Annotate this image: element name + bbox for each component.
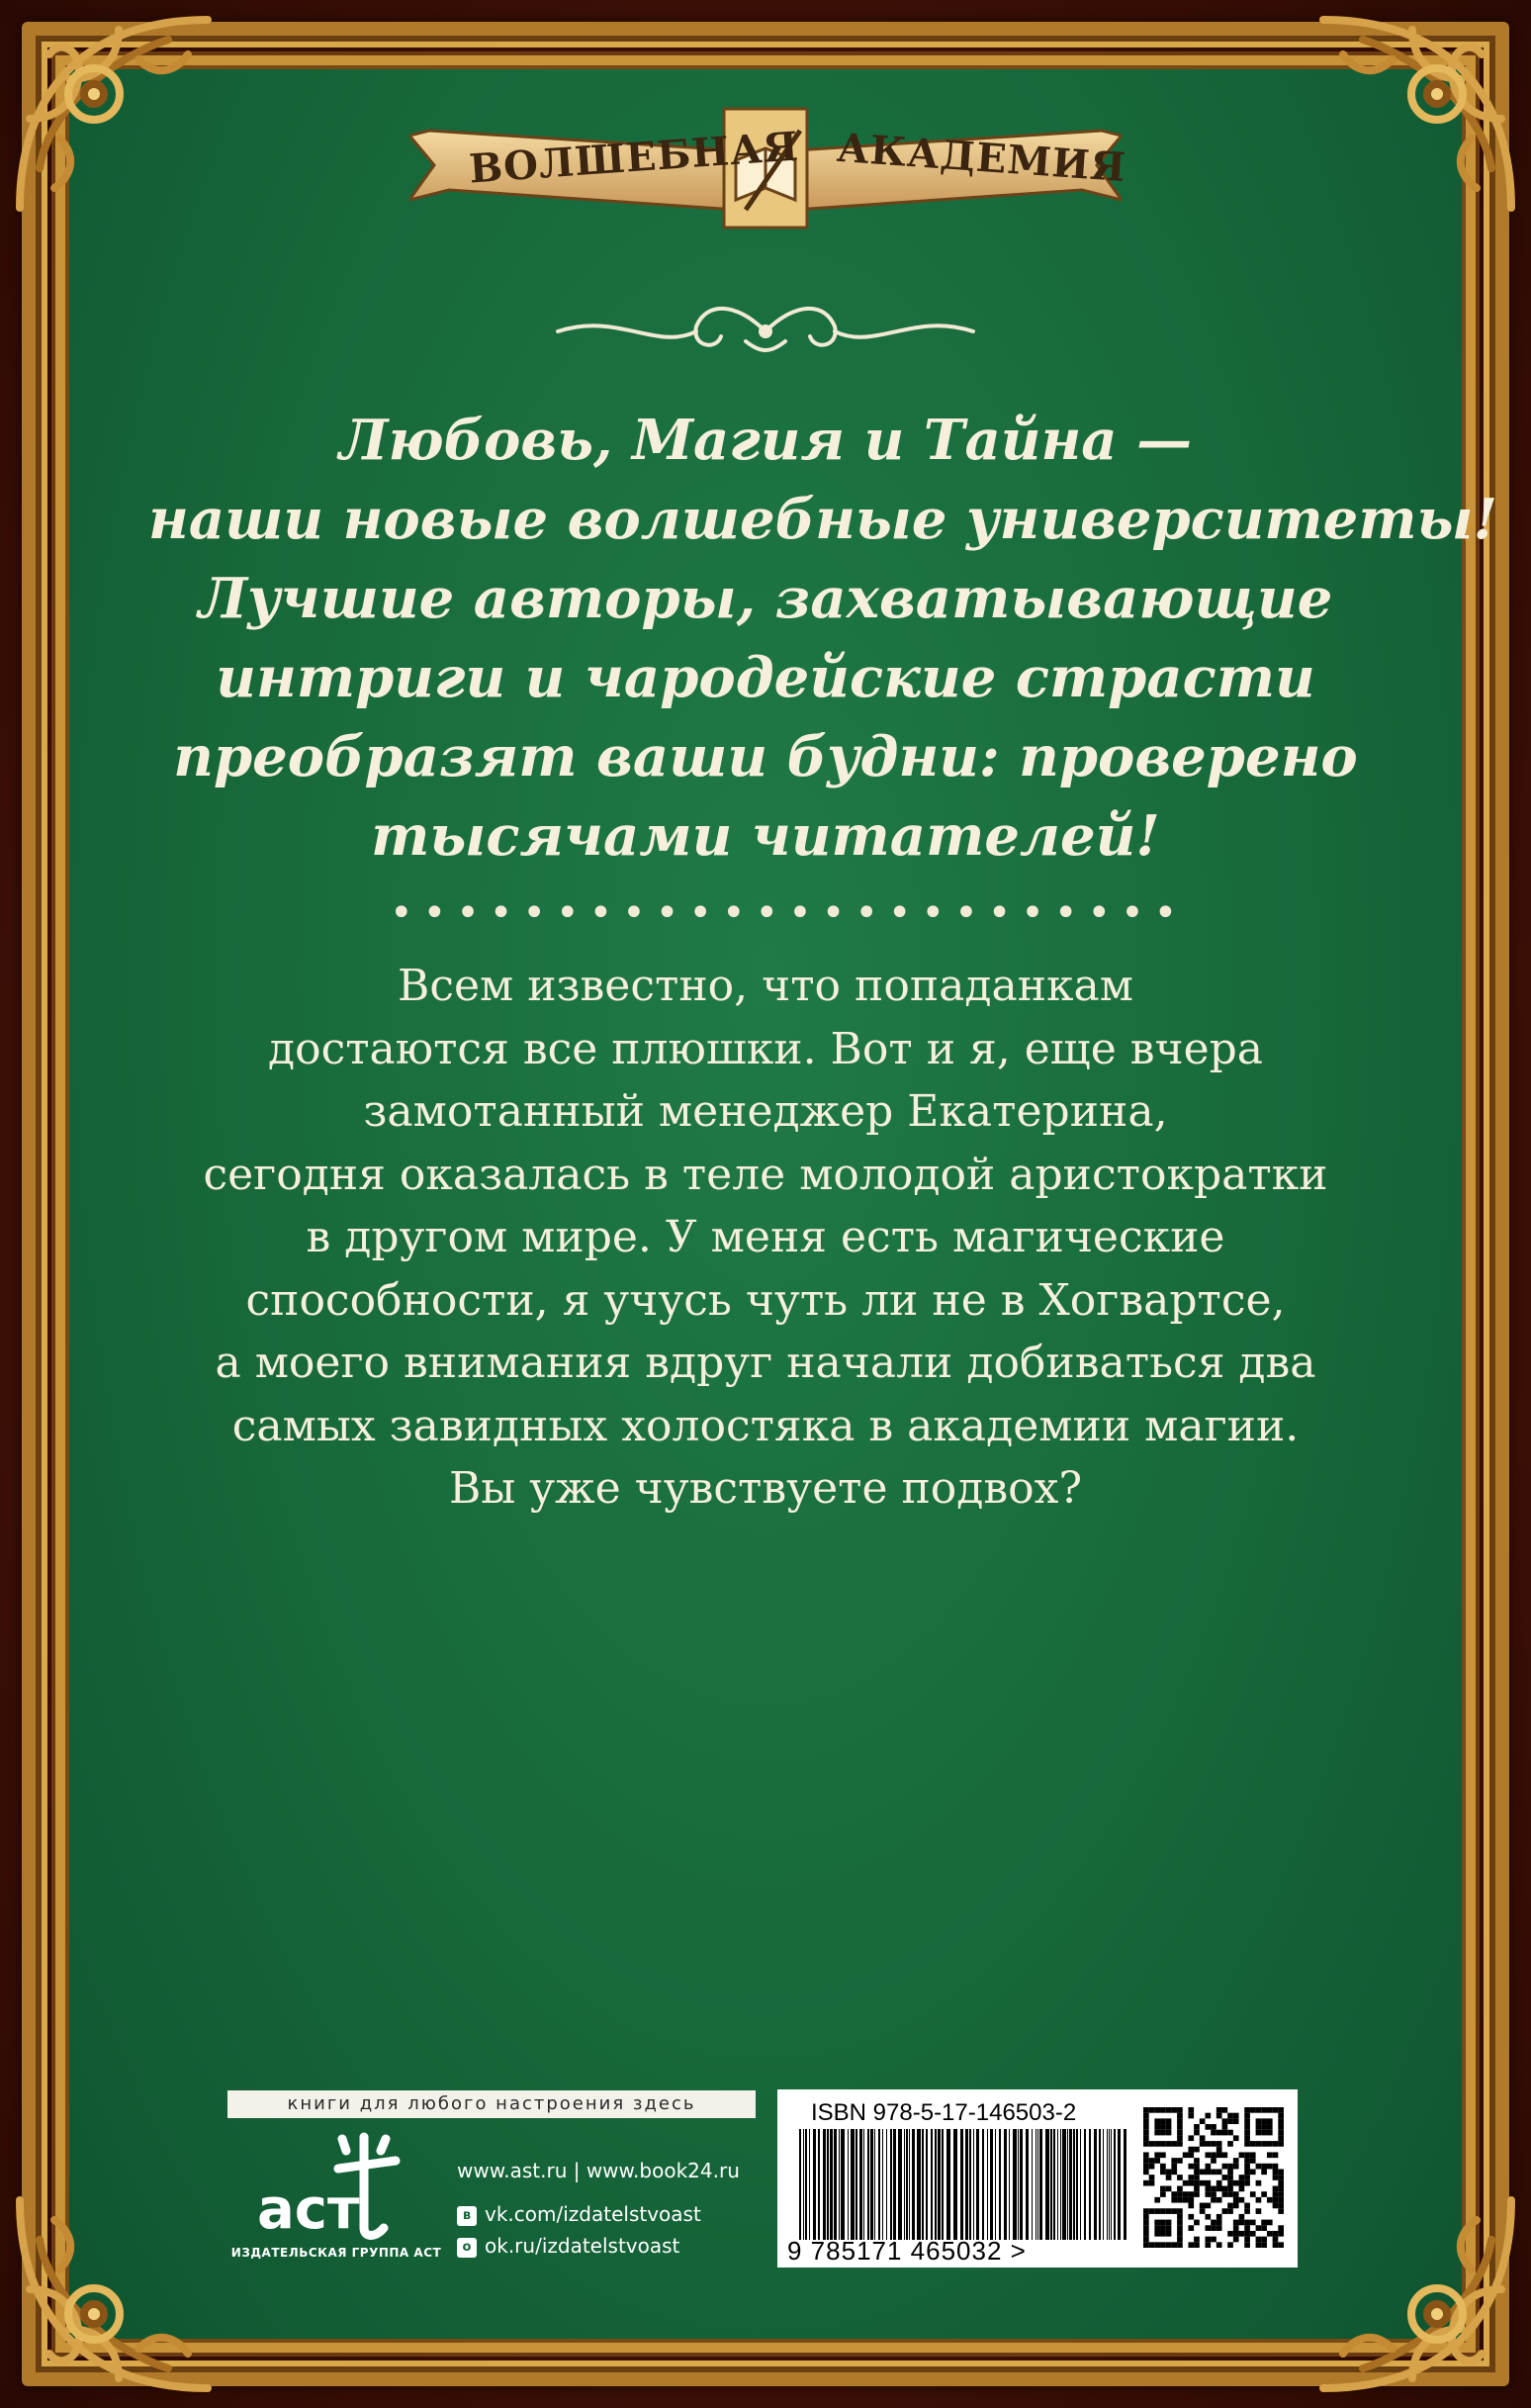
synopsis-line: способности, я учусь чуть ли не в Хогвартсе, [245, 1274, 1286, 1326]
intro-line: Любовь, Магия и Тайна — [338, 408, 1193, 473]
vk-link[interactable] [457, 2202, 701, 2226]
dotted-separator: •••••••••••••••••••••••• [390, 890, 1188, 936]
ast-logo-icon [247, 2129, 425, 2243]
intro-line: преобразят ваши будни: проверено [173, 724, 1358, 789]
corner-ornament-bottom-right [1304, 2180, 1531, 2408]
isbn-block [777, 2089, 1298, 2268]
ok-link[interactable] [457, 2234, 679, 2258]
intro-line: тысячами читателей! [371, 803, 1160, 869]
series-banner [409, 91, 1128, 239]
websites-link[interactable]: www.ast.ru | www.book24.ru [457, 2159, 740, 2182]
ok-icon: о [457, 2238, 477, 2258]
publisher-tagline: книги для любого настроения здесь [227, 2090, 756, 2118]
intro-line: Лучшие авторы, захватывающие [198, 566, 1333, 631]
publisher-caption: ИЗДАТЕЛЬСКАЯ ГРУППА АСТ [230, 2246, 442, 2260]
intro-line: наши новые волшебные университеты! [148, 487, 1498, 552]
intro-line: интриги и чародейские страсти [216, 645, 1315, 710]
synopsis-line: в другом мире. У меня есть магические [306, 1212, 1225, 1262]
synopsis-line: а моего внимания вдруг начали добиваться два [215, 1338, 1316, 1388]
synopsis-line: замотанный менеджер Екатерина, [363, 1086, 1168, 1137]
synopsis-line: Всем известно, что попаданкам [397, 961, 1134, 1011]
synopsis-line: Вы уже чувствуете подвох? [448, 1463, 1083, 1514]
series-title-right: АКАДЕМИЯ [835, 124, 1128, 192]
series-title-left: ВОЛШЕБНАЯ [467, 123, 801, 193]
vk-link-text: vk.com/izdatelstvoast [485, 2202, 701, 2226]
corner-ornament-top-right [1304, 0, 1531, 228]
synopsis-line: самых завидных холостяка в академии магии. [231, 1400, 1300, 1451]
book-synopsis [129, 955, 1402, 1521]
flourish-divider-icon [548, 292, 983, 371]
corner-ornament-top-left [0, 0, 227, 228]
synopsis-line: достаются все плюшки. Вот и я, еще вчера [267, 1023, 1264, 1074]
corner-ornament-bottom-left [0, 2180, 227, 2408]
series-intro [148, 401, 1498, 876]
synopsis-line: сегодня оказалась в теле молодой аристократки [203, 1149, 1328, 1200]
vk-icon: в [457, 2206, 477, 2226]
isbn-label: ISBN 978-5-17-146503-2 [811, 2099, 1077, 2126]
qr-code-icon[interactable] [1143, 2107, 1284, 2248]
barcode-icon [795, 2129, 1133, 2240]
barcode-digits: 9 785171 465032 > [787, 2236, 1027, 2266]
ok-link-text: ok.ru/izdatelstvoast [485, 2234, 680, 2258]
ast-logo-text: аст [257, 2177, 360, 2242]
